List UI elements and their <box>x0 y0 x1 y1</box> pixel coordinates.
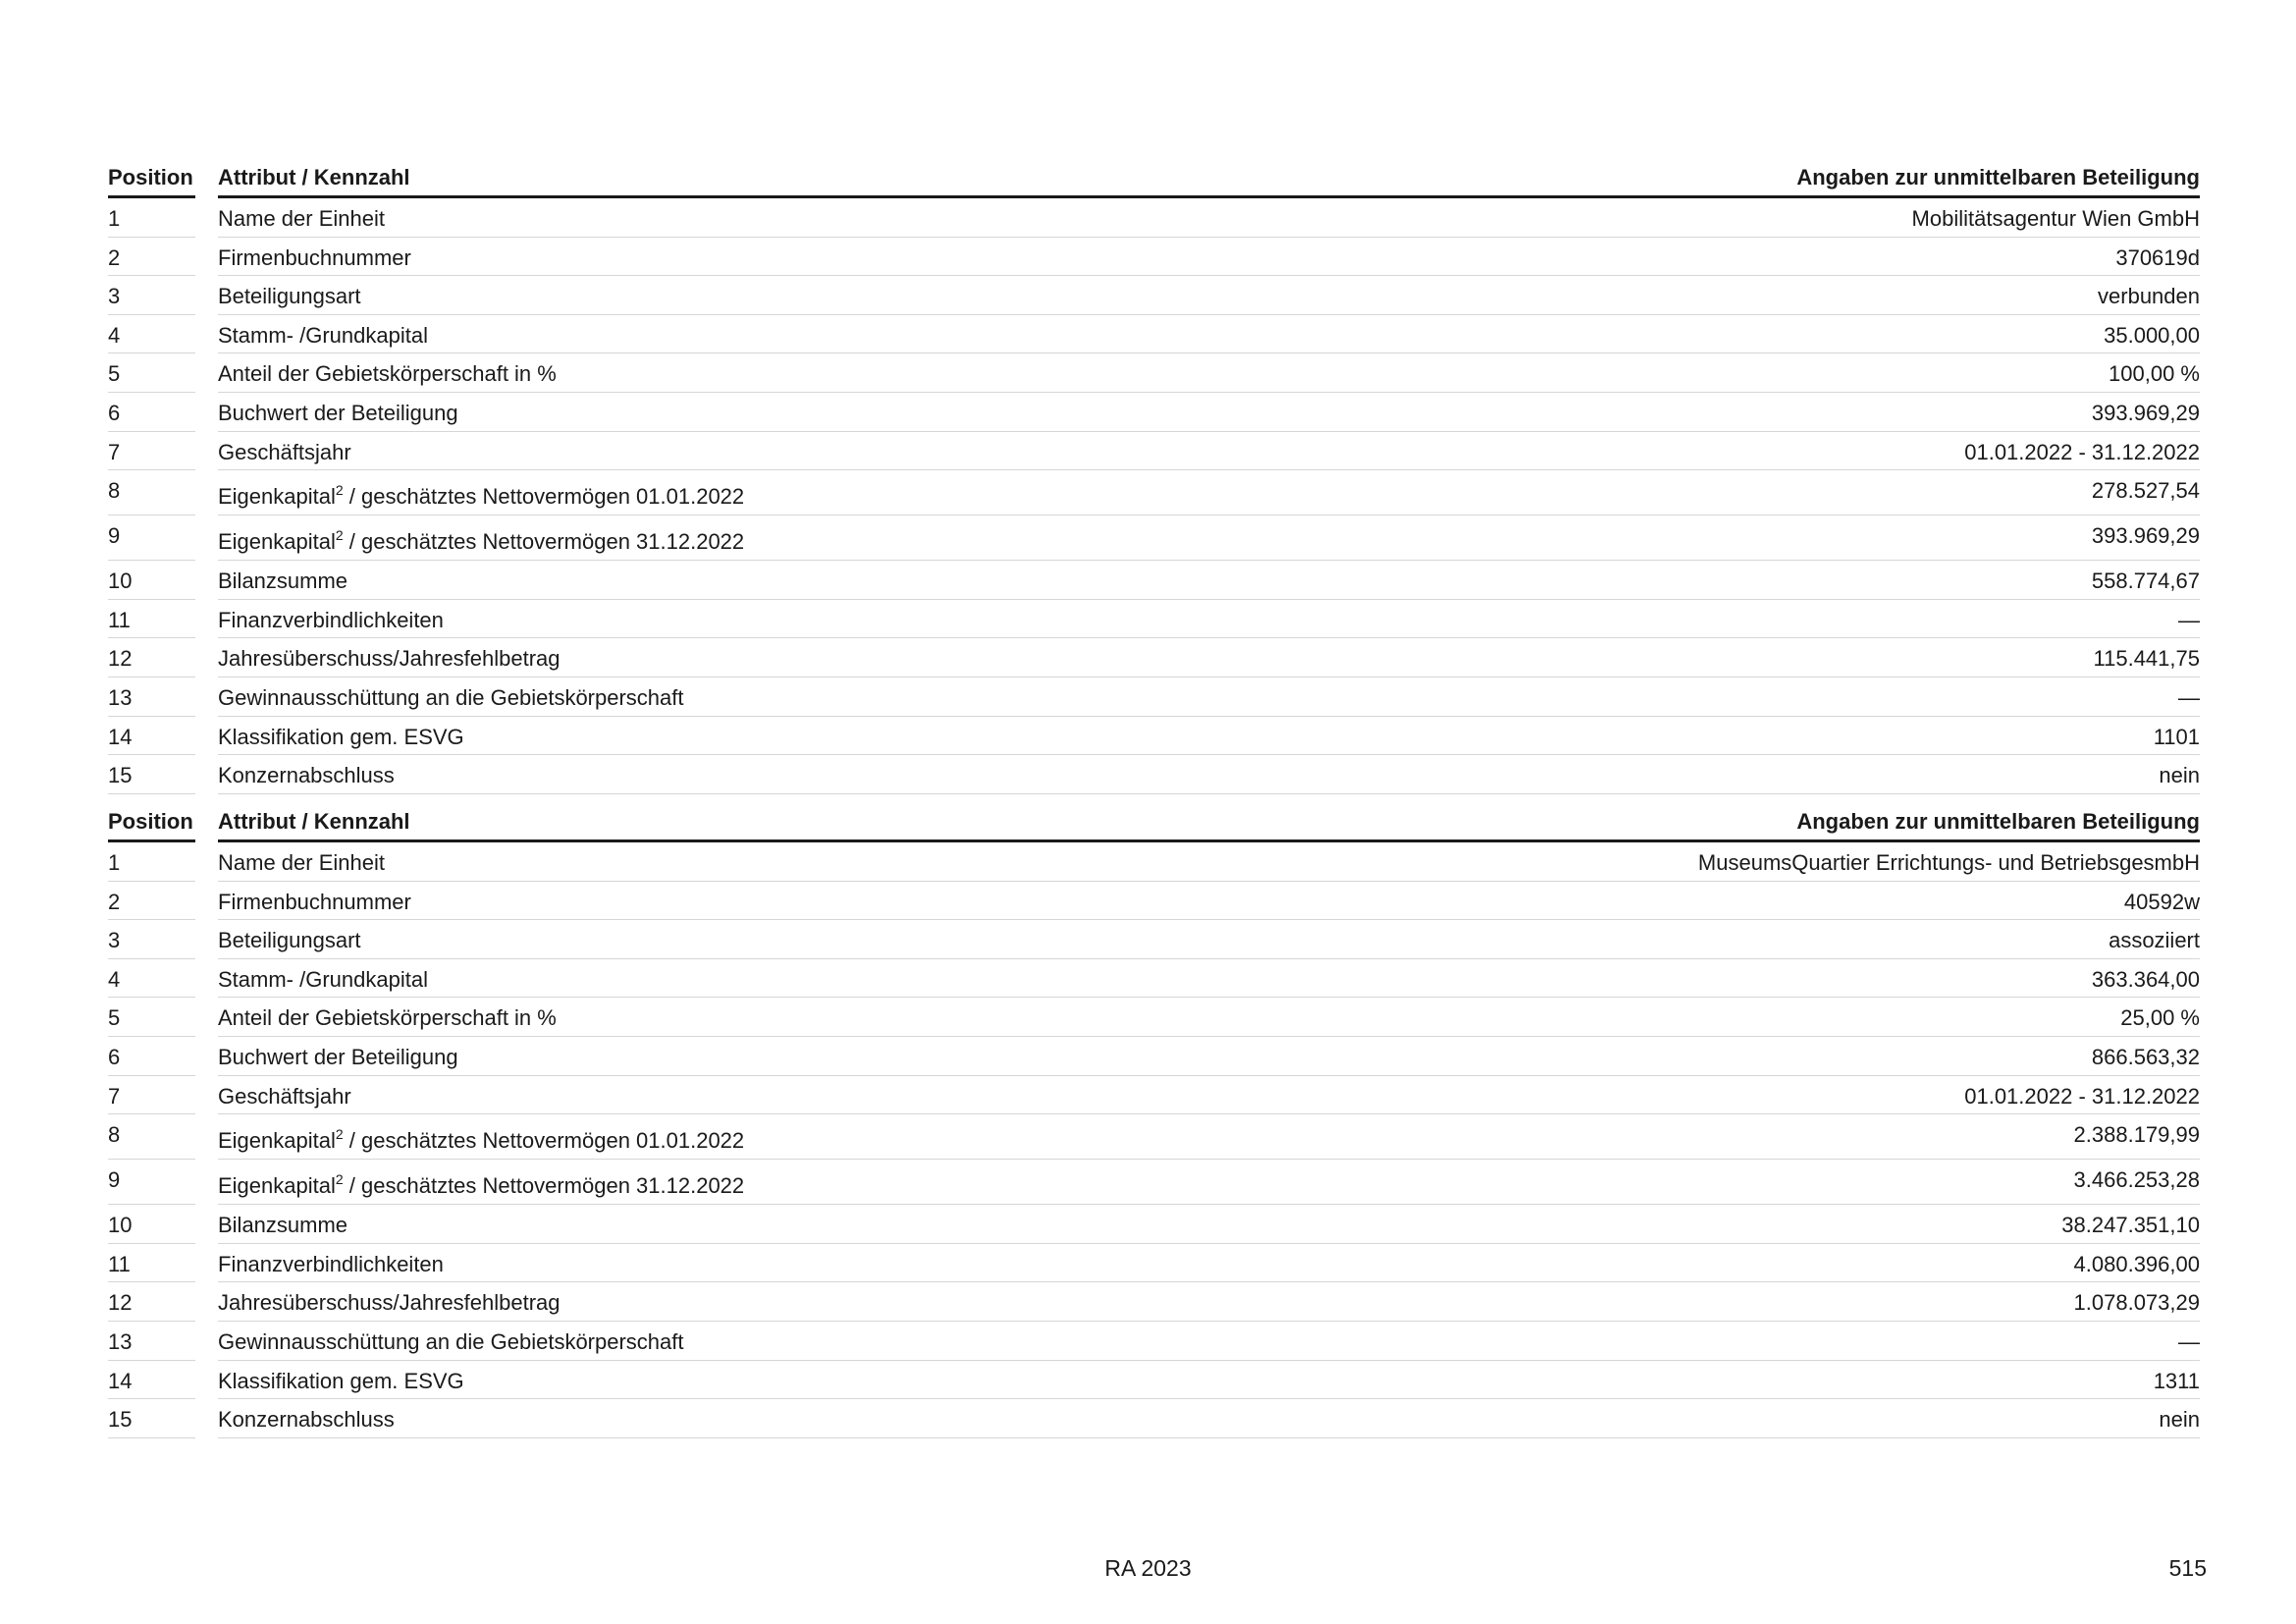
table-row <box>108 1114 2200 1160</box>
participation-table-2 <box>108 807 2200 1438</box>
row-position: 3 <box>108 276 195 315</box>
row-value: 1311 <box>779 1361 2200 1400</box>
header-value: Angaben zur unmittelbaren Beteiligung <box>779 807 2200 842</box>
row-attribute: Klassifikation gem. ESVG <box>218 1361 864 1400</box>
attribute-label-part: / geschätztes Nettovermögen 31.12.2022 <box>343 1173 745 1199</box>
row-value: 278.527,54 <box>779 470 2200 515</box>
row-position: 4 <box>108 315 195 354</box>
row-position: 4 <box>108 959 195 999</box>
row-attribute <box>218 1114 864 1160</box>
table-row <box>108 959 2200 999</box>
footnote-marker: 2 <box>335 1126 344 1143</box>
table-row <box>108 1282 2200 1322</box>
table-row <box>108 1244 2200 1283</box>
row-position: 5 <box>108 998 195 1037</box>
row-position: 13 <box>108 677 195 717</box>
header-position: Position <box>108 807 195 842</box>
attribute-label-part: / geschätztes Nettovermögen 01.01.2022 <box>343 484 745 510</box>
table-row <box>108 755 2200 794</box>
row-position: 8 <box>108 1114 195 1160</box>
table-row <box>108 515 2200 561</box>
row-attribute: Beteiligungsart <box>218 920 864 959</box>
row-value: 35.000,00 <box>779 315 2200 354</box>
row-attribute: Finanzverbindlichkeiten <box>218 1244 864 1283</box>
row-attribute: Buchwert der Beteiligung <box>218 1037 864 1076</box>
row-position: 10 <box>108 561 195 600</box>
row-position: 11 <box>108 600 195 639</box>
row-attribute: Stamm- /Grundkapital <box>218 959 864 999</box>
table-row <box>108 1399 2200 1438</box>
row-value: 1101 <box>779 717 2200 756</box>
table-row <box>108 1322 2200 1361</box>
footnote-marker: 2 <box>335 1171 344 1188</box>
row-position: 12 <box>108 638 195 677</box>
row-value: Mobilitätsagentur Wien GmbH <box>779 198 2200 238</box>
row-value: verbunden <box>779 276 2200 315</box>
row-attribute: Gewinnausschüttung an die Gebietskörperschaft <box>218 677 864 717</box>
row-attribute: Anteil der Gebietskörperschaft in % <box>218 998 864 1037</box>
row-attribute: Bilanzsumme <box>218 1205 864 1244</box>
table-header <box>108 163 2200 198</box>
row-attribute: Klassifikation gem. ESVG <box>218 717 864 756</box>
row-position: 8 <box>108 470 195 515</box>
row-position: 13 <box>108 1322 195 1361</box>
row-position: 1 <box>108 198 195 238</box>
attribute-label-part: Eigenkapital <box>218 1128 336 1154</box>
footer-report-label: RA 2023 <box>1104 1555 1192 1581</box>
row-attribute: Firmenbuchnummer <box>218 238 864 277</box>
row-value: 01.01.2022 - 31.12.2022 <box>779 432 2200 471</box>
table-row <box>108 920 2200 959</box>
row-value: assoziiert <box>779 920 2200 959</box>
table-row <box>108 470 2200 515</box>
row-attribute <box>218 515 864 561</box>
row-position: 15 <box>108 755 195 794</box>
row-attribute: Jahresüberschuss/Jahresfehlbetrag <box>218 1282 864 1322</box>
table-row <box>108 1037 2200 1076</box>
attribute-label-part: Eigenkapital <box>218 484 336 510</box>
row-position: 14 <box>108 717 195 756</box>
row-position: 2 <box>108 882 195 921</box>
attribute-label-part: Eigenkapital <box>218 529 336 555</box>
footnote-marker: 2 <box>335 527 344 544</box>
table-row <box>108 1205 2200 1244</box>
row-position: 12 <box>108 1282 195 1322</box>
row-value: 115.441,75 <box>779 638 2200 677</box>
table-row <box>108 998 2200 1037</box>
row-position: 9 <box>108 1160 195 1205</box>
row-value: 1.078.073,29 <box>779 1282 2200 1322</box>
header-position: Position <box>108 163 195 198</box>
row-value: 2.388.179,99 <box>779 1114 2200 1160</box>
row-value: 866.563,32 <box>779 1037 2200 1076</box>
row-value: 3.466.253,28 <box>779 1160 2200 1205</box>
table-row <box>108 238 2200 277</box>
row-value: MuseumsQuartier Errichtungs- und BetriebsgesmbH <box>779 842 2200 882</box>
table-row <box>108 353 2200 393</box>
row-value: 25,00 % <box>779 998 2200 1037</box>
row-value: — <box>779 600 2200 639</box>
table-row <box>108 315 2200 354</box>
table-row <box>108 638 2200 677</box>
row-value: 393.969,29 <box>779 515 2200 561</box>
row-position: 5 <box>108 353 195 393</box>
table-row <box>108 276 2200 315</box>
row-value: nein <box>779 755 2200 794</box>
row-value: 40592w <box>779 882 2200 921</box>
table-row <box>108 677 2200 717</box>
table-row <box>108 882 2200 921</box>
row-value: 363.364,00 <box>779 959 2200 999</box>
row-attribute: Name der Einheit <box>218 842 864 882</box>
row-attribute: Jahresüberschuss/Jahresfehlbetrag <box>218 638 864 677</box>
attribute-label-part: / geschätztes Nettovermögen 01.01.2022 <box>343 1128 745 1154</box>
row-attribute: Beteiligungsart <box>218 276 864 315</box>
row-position: 2 <box>108 238 195 277</box>
attribute-label-part: / geschätztes Nettovermögen 31.12.2022 <box>343 529 745 555</box>
table-row <box>108 393 2200 432</box>
row-position: 9 <box>108 515 195 561</box>
row-attribute: Anteil der Gebietskörperschaft in % <box>218 353 864 393</box>
row-position: 11 <box>108 1244 195 1283</box>
row-value: nein <box>779 1399 2200 1438</box>
row-value: 558.774,67 <box>779 561 2200 600</box>
row-position: 15 <box>108 1399 195 1438</box>
table-row <box>108 1160 2200 1205</box>
table-row <box>108 1361 2200 1400</box>
row-position: 3 <box>108 920 195 959</box>
row-attribute: Stamm- /Grundkapital <box>218 315 864 354</box>
row-position: 10 <box>108 1205 195 1244</box>
row-position: 14 <box>108 1361 195 1400</box>
row-attribute: Firmenbuchnummer <box>218 882 864 921</box>
row-attribute <box>218 470 864 515</box>
row-value: 393.969,29 <box>779 393 2200 432</box>
row-attribute: Gewinnausschüttung an die Gebietskörperschaft <box>218 1322 864 1361</box>
attribute-label-part: Eigenkapital <box>218 1173 336 1199</box>
row-position: 7 <box>108 432 195 471</box>
row-value: 4.080.396,00 <box>779 1244 2200 1283</box>
table-row <box>108 432 2200 471</box>
participation-table-1 <box>108 163 2200 794</box>
row-attribute: Name der Einheit <box>218 198 864 238</box>
row-value: 01.01.2022 - 31.12.2022 <box>779 1076 2200 1115</box>
row-attribute: Konzernabschluss <box>218 1399 864 1438</box>
table-row <box>108 1076 2200 1115</box>
row-value: — <box>779 677 2200 717</box>
row-position: 6 <box>108 393 195 432</box>
page-number: 515 <box>2168 1555 2207 1581</box>
row-attribute: Geschäftsjahr <box>218 1076 864 1115</box>
row-position: 6 <box>108 1037 195 1076</box>
row-value: 38.247.351,10 <box>779 1205 2200 1244</box>
row-attribute: Buchwert der Beteiligung <box>218 393 864 432</box>
table-row <box>108 561 2200 600</box>
table-row <box>108 198 2200 238</box>
row-attribute: Konzernabschluss <box>218 755 864 794</box>
row-value: 100,00 % <box>779 353 2200 393</box>
header-attribute: Attribut / Kennzahl <box>218 163 864 198</box>
table-row <box>108 717 2200 756</box>
table-row <box>108 842 2200 882</box>
table-header <box>108 807 2200 842</box>
row-attribute: Bilanzsumme <box>218 561 864 600</box>
row-value: — <box>779 1322 2200 1361</box>
table-row <box>108 600 2200 639</box>
row-position: 7 <box>108 1076 195 1115</box>
header-attribute: Attribut / Kennzahl <box>218 807 864 842</box>
row-position: 1 <box>108 842 195 882</box>
header-value: Angaben zur unmittelbaren Beteiligung <box>779 163 2200 198</box>
footnote-marker: 2 <box>335 482 344 499</box>
row-attribute: Finanzverbindlichkeiten <box>218 600 864 639</box>
row-value: 370619d <box>779 238 2200 277</box>
row-attribute: Geschäftsjahr <box>218 432 864 471</box>
row-attribute <box>218 1160 864 1205</box>
